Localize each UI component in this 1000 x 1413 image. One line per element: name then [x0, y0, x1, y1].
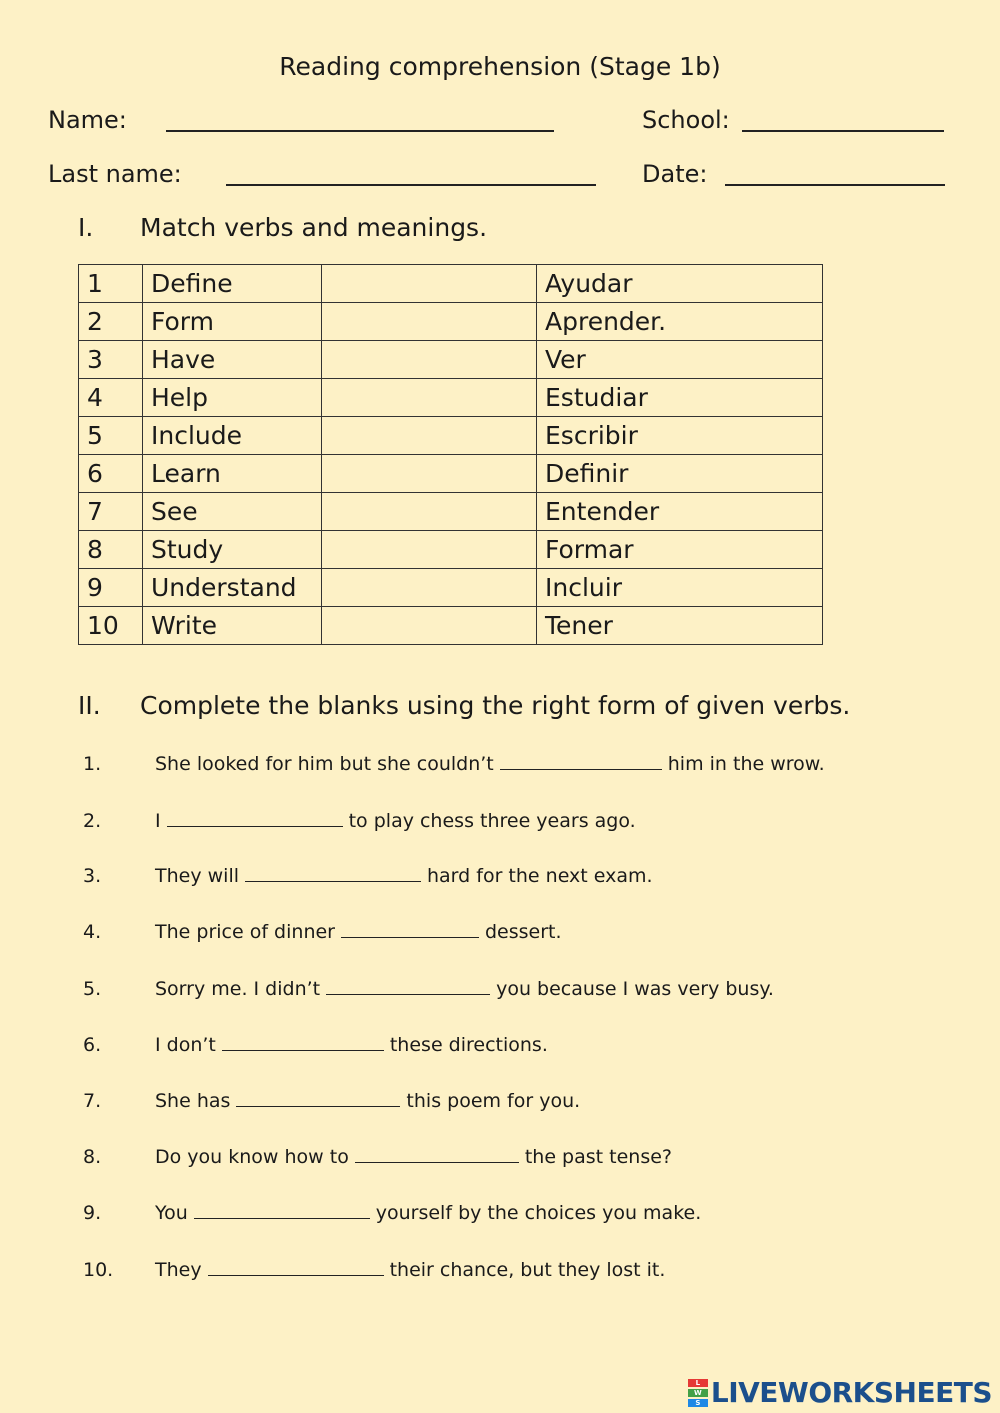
sentence-before: They [155, 1259, 202, 1281]
meaning-cell: Tener [537, 607, 823, 645]
section-1-instruction: Match verbs and meanings. [140, 213, 488, 242]
match-row [79, 341, 823, 379]
sentence-after: to play chess three years ago. [348, 810, 636, 832]
section-2-instruction: Complete the blanks using the right form of given verbs. [140, 691, 851, 720]
sentence-before: She has [155, 1090, 231, 1112]
school-field[interactable] [742, 130, 944, 132]
answer-cell[interactable] [322, 531, 537, 569]
section-2-numeral: II. [78, 691, 101, 720]
logo-mark-letter: L [688, 1379, 708, 1387]
verb-cell: Have [143, 341, 322, 379]
match-row [79, 417, 823, 455]
answer-blank[interactable] [222, 1034, 384, 1051]
name-label: Name: [48, 106, 127, 134]
item-sentence [155, 921, 562, 943]
item-number: 5. [83, 978, 102, 1000]
sentence-after: the past tense? [524, 1146, 672, 1168]
name-field[interactable] [166, 130, 554, 132]
match-row [79, 265, 823, 303]
answer-cell[interactable] [322, 379, 537, 417]
item-number: 1. [83, 753, 102, 775]
answer-cell[interactable] [322, 455, 537, 493]
match-row [79, 493, 823, 531]
item-sentence [155, 865, 653, 887]
meaning-cell: Ayudar [537, 265, 823, 303]
school-label: School: [642, 106, 730, 134]
item-sentence [155, 1034, 548, 1056]
answer-blank[interactable] [326, 978, 490, 995]
answer-blank[interactable] [355, 1146, 519, 1163]
sentence-after: their chance, but they lost it. [389, 1259, 666, 1281]
answer-cell[interactable] [322, 417, 537, 455]
answer-blank[interactable] [236, 1090, 400, 1107]
meaning-cell: Estudiar [537, 379, 823, 417]
answer-cell[interactable] [322, 303, 537, 341]
logo-mark-letter: S [688, 1399, 708, 1407]
item-sentence [155, 810, 636, 832]
verb-cell: Learn [143, 455, 322, 493]
logo-mark-letter: W [688, 1389, 708, 1397]
row-number: 3 [79, 341, 143, 379]
verb-cell: Understand [143, 569, 322, 607]
item-sentence [155, 1259, 665, 1281]
sentence-before: I [155, 810, 161, 832]
sentence-after: this poem for you. [406, 1090, 581, 1112]
meaning-cell: Formar [537, 531, 823, 569]
item-number: 7. [83, 1090, 102, 1112]
row-number: 7 [79, 493, 143, 531]
meaning-cell: Entender [537, 493, 823, 531]
verb-cell: Study [143, 531, 322, 569]
row-number: 4 [79, 379, 143, 417]
logo-mark-icon [688, 1378, 708, 1408]
meaning-cell: Ver [537, 341, 823, 379]
sentence-after: hard for the next exam. [427, 865, 653, 887]
meaning-cell: Aprender. [537, 303, 823, 341]
answer-blank[interactable] [194, 1202, 370, 1219]
sentence-before: Do you know how to [155, 1146, 349, 1168]
answer-blank[interactable] [208, 1259, 384, 1276]
sentence-before: You [155, 1202, 188, 1224]
answer-cell[interactable] [322, 341, 537, 379]
row-number: 1 [79, 265, 143, 303]
verb-cell: See [143, 493, 322, 531]
item-sentence [155, 978, 774, 1000]
sentence-before: I don’t [155, 1034, 216, 1056]
match-row [79, 531, 823, 569]
match-row [79, 455, 823, 493]
answer-cell[interactable] [322, 569, 537, 607]
sentence-after: you because I was very busy. [496, 978, 774, 1000]
item-number: 10. [83, 1259, 114, 1281]
section-2-heading [78, 691, 850, 720]
section-1-numeral: I. [78, 213, 94, 242]
row-number: 6 [79, 455, 143, 493]
row-number: 8 [79, 531, 143, 569]
answer-cell[interactable] [322, 265, 537, 303]
item-sentence [155, 1146, 672, 1168]
verb-cell: Include [143, 417, 322, 455]
row-number: 2 [79, 303, 143, 341]
sentence-after: him in the wrow. [667, 753, 825, 775]
verb-cell: Write [143, 607, 322, 645]
sentence-before: She looked for him but she couldn’t [155, 753, 494, 775]
answer-cell[interactable] [322, 607, 537, 645]
answer-blank[interactable] [500, 753, 662, 770]
match-row [79, 569, 823, 607]
row-number: 10 [79, 607, 143, 645]
item-number: 2. [83, 810, 102, 832]
match-row [79, 607, 823, 645]
verb-cell: Form [143, 303, 322, 341]
item-sentence [155, 1090, 580, 1112]
match-row [79, 379, 823, 417]
answer-blank[interactable] [167, 810, 343, 827]
row-number: 5 [79, 417, 143, 455]
sentence-before: Sorry me. I didn’t [155, 978, 321, 1000]
item-sentence [155, 1202, 701, 1224]
date-field[interactable] [725, 184, 945, 186]
section-1-heading [78, 213, 487, 242]
logo-text: LIVEWORKSHEETS [710, 1376, 992, 1409]
sentence-before: They will [155, 865, 239, 887]
verb-cell: Define [143, 265, 322, 303]
meaning-cell: Definir [537, 455, 823, 493]
sentence-after: dessert. [484, 921, 562, 943]
answer-blank[interactable] [341, 921, 479, 938]
verb-cell: Help [143, 379, 322, 417]
liveworksheets-logo [688, 1376, 992, 1409]
sentence-after: yourself by the choices you make. [375, 1202, 702, 1224]
match-row [79, 303, 823, 341]
item-number: 8. [83, 1146, 102, 1168]
item-number: 9. [83, 1202, 102, 1224]
answer-blank[interactable] [245, 865, 421, 882]
item-number: 4. [83, 921, 102, 943]
answer-cell[interactable] [322, 493, 537, 531]
last-name-label: Last name: [48, 160, 182, 188]
worksheet-title: Reading comprehension (Stage 1b) [279, 52, 721, 81]
item-number: 6. [83, 1034, 102, 1056]
meaning-cell: Escribir [537, 417, 823, 455]
matching-table [78, 264, 823, 645]
item-sentence [155, 753, 825, 775]
row-number: 9 [79, 569, 143, 607]
item-number: 3. [83, 865, 102, 887]
sentence-before: The price of dinner [155, 921, 335, 943]
meaning-cell: Incluir [537, 569, 823, 607]
date-label: Date: [642, 160, 708, 188]
last-name-field[interactable] [226, 184, 596, 186]
sentence-after: these directions. [389, 1034, 548, 1056]
